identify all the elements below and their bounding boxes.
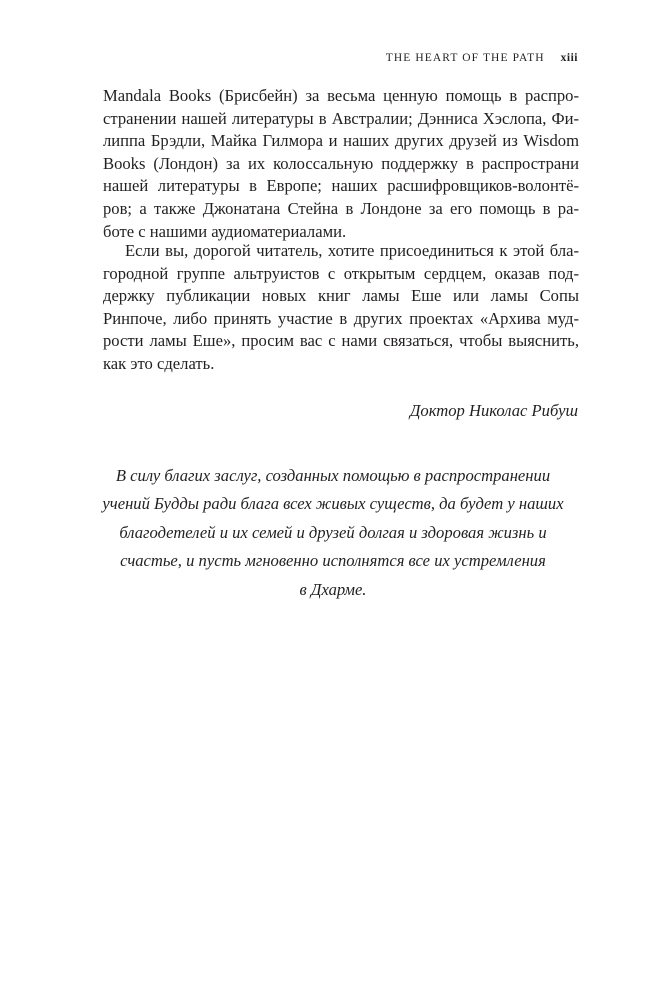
text-line: Mandala Books (Брисбейн) за весьма ценную помощь в распро- (103, 86, 579, 105)
text-line: Ринпоче, либо принять участие в других проектах «Архива муд- (103, 308, 579, 328)
text-line: нашей литературы в Европе; наших расшифровщиков-волонтё- (103, 176, 579, 196)
text-line: липпа Брэдли, Майка Гилмора и наших других друзей из Wisdom (103, 131, 579, 151)
text-line: боте с нашими аудиоматериалами. (103, 221, 347, 241)
dedication-line: в Дхарме. (299, 579, 367, 599)
text-line: Books (Лондон) за их колоссальную поддержку в распространи (103, 153, 579, 173)
dedication-line: благодетелей и их семей и друзей долгая и здоровая жизнь и (119, 522, 547, 542)
running-head (386, 52, 578, 64)
text-line: держку публикации новых книг ламы Еше или ламы Сопы (103, 286, 579, 306)
author-signature: Доктор Николас Рибуш (409, 401, 578, 420)
running-head-title: THE HEART OF THE PATH (385, 52, 545, 64)
text-line: Если вы, дорогой читатель, хотите присоединиться к этой бла- (125, 241, 579, 260)
paragraph-acknowledgements (103, 85, 579, 243)
page-number: xiii (560, 52, 578, 64)
paragraph-invitation (103, 240, 579, 376)
dedication-line: счастье, и пусть мгновенно исполнятся все их устремления (120, 551, 546, 571)
text-line: ров; а также Джонатана Стейна в Лондоне за его помощь в ра- (103, 198, 579, 218)
text-line: как это сделать. (103, 353, 215, 373)
text-line: городной группе альтруистов с открытым сердцем, оказав под- (103, 263, 579, 283)
dedication-line: В силу благих заслуг, созданных помощью в распространении (115, 466, 551, 485)
dedication-line: учений Будды ради блага всех живых существ, да будет у наших (102, 494, 564, 514)
text-line: рости ламы Еше», просим вас с нами связаться, чтобы выяснить, (103, 331, 579, 351)
dedication (83, 462, 583, 604)
text-line: странении нашей литературы в Австралии; Дэнниса Хэслопа, Фи- (103, 108, 579, 128)
